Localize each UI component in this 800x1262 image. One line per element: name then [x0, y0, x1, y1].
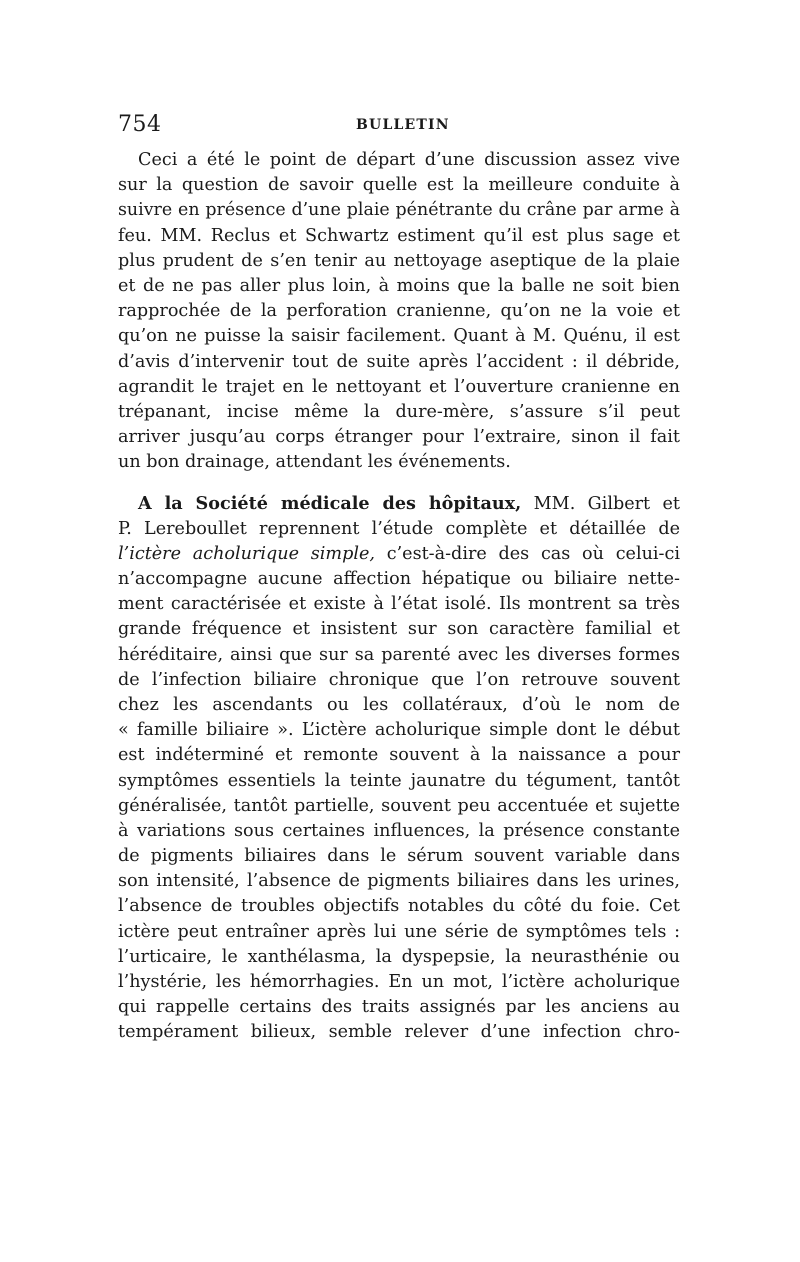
text-line: d’avis d’intervenir tout de suite après l’accident : il débride,: [118, 351, 680, 372]
text-line: chez les ascendants ou les collatéraux, d’où le nom de: [118, 694, 680, 715]
text-line: qu’on ne puisse la saisir facilement. Quant à M. Quénu, il est: [118, 326, 680, 347]
text-line: symptômes essentiels la teinte jaunatre du tégument, tantôt: [118, 770, 680, 791]
text-line: à variations sous certaines influences, la présence constante: [118, 820, 680, 841]
text-line: [118, 542, 680, 567]
text-line: arriver jusqu’au corps étranger pour l’extraire, sinon il fait: [118, 427, 680, 448]
text-line: son intensité, l’absence de pigments biliaires dans les urines,: [118, 871, 680, 892]
text-line: [118, 491, 680, 516]
text-line: qui rappelle certains des traits assignés par les anciens au: [118, 997, 680, 1018]
text-line: plus prudent de s’en tenir au nettoyage aseptique de la plaie: [118, 250, 680, 271]
text-line: suivre en présence d’une plaie pénétrante du crâne par arme à: [118, 200, 680, 221]
text-run: c’est-à-dire des cas où celui-ci: [374, 543, 680, 564]
text-line: l’urticaire, le xanthélasma, la dyspepsie, la neurasthénie ou: [118, 946, 680, 967]
text-line: Ceci a été le point de départ d’une discussion assez vive: [138, 150, 680, 170]
text-line: est indéterminé et remonte souvent à la naissance a pour: [118, 745, 680, 766]
text-line: ictère peut entraîner après lui une série de symptômes tels :: [118, 921, 680, 942]
text-line: feu. MM. Reclus et Schwartz estiment qu’il est plus sage et: [118, 225, 680, 246]
text-line: et de ne pas aller plus loin, à moins que la balle ne soit bien: [118, 275, 680, 296]
society-heading: A la Société médicale des hôpitaux,: [138, 493, 522, 515]
text-line: l’absence de troubles objectifs notables du côté du foie. Cet: [118, 896, 680, 917]
text-line: de pigments biliaires dans le sérum souvent variable dans: [118, 846, 680, 867]
text-line: grande fréquence et insistent sur son caractère familial et: [118, 619, 680, 640]
text-line: trépanant, incise même la dure-mère, s’assure s’il peut: [118, 401, 680, 422]
disease-term: l’ictère acholurique simple,: [118, 543, 375, 564]
text-line: « famille biliaire ». L’ictère acholurique simple dont le début: [118, 720, 680, 741]
text-line: P. Lereboullet reprennent l’étude complète et détaillée de: [118, 518, 680, 539]
text-line: rapprochée de la perforation cranienne, qu’on ne la voie et: [118, 301, 680, 322]
text-line: un bon drainage, attendant les événements.: [118, 452, 511, 473]
paragraph-2: [118, 491, 680, 1045]
running-title: BULLETIN: [356, 117, 450, 133]
text-line: généralisée, tantôt partielle, souvent peu accentuée et sujette: [118, 795, 680, 816]
page-number: 754: [118, 112, 162, 137]
text-line: héréditaire, ainsi que sur sa parenté avec les diverses formes: [118, 644, 680, 665]
running-head: [118, 112, 680, 140]
text-run: MM. Gilbert et: [521, 494, 680, 515]
text-line: tempérament bilieux, semble relever d’une infection chro-: [118, 1022, 680, 1043]
text-line: agrandit le trajet en le nettoyant et l’ouverture cranienne en: [118, 376, 680, 397]
text-line: ment caractérisée et existe à l’état isolé. Ils montrent sa très: [118, 594, 680, 615]
text-line: de l’infection biliaire chronique que l’on retrouve souvent: [118, 669, 680, 690]
paragraph-spacer: [118, 475, 680, 491]
body-text: [118, 148, 680, 1046]
text-line: l’hystérie, les hémorrhagies. En un mot, l’ictère acholurique: [118, 972, 680, 992]
text-line: sur la question de savoir quelle est la meilleure conduite à: [118, 175, 680, 196]
text-line: n’accompagne aucune affection hépatique ou biliaire nette-: [118, 569, 680, 589]
paragraph-1: [118, 148, 680, 475]
